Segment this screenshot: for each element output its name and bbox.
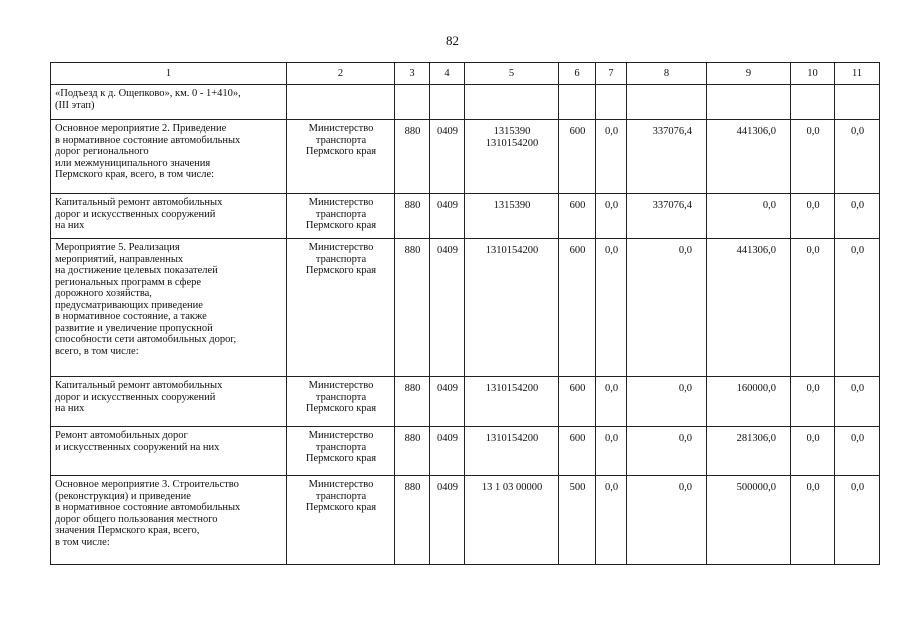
column-header: 2	[287, 63, 395, 85]
row-value-c6: 600	[559, 239, 596, 377]
row-value-c8: 0,0	[627, 239, 707, 377]
row-value-c10: 0,0	[791, 239, 835, 377]
row-responsible: Министерство транспорта Пермского края	[287, 476, 395, 565]
row-value-c5: 1310154200	[465, 239, 559, 377]
row-value-c11: 0,0	[835, 427, 880, 476]
row-value-c3: 880	[395, 120, 430, 194]
table-header-row	[51, 63, 880, 85]
row-value-c9	[707, 85, 791, 120]
row-value-c6: 600	[559, 194, 596, 239]
row-value-c4: 0409	[430, 427, 465, 476]
column-header: 9	[707, 63, 791, 85]
column-header: 7	[596, 63, 627, 85]
row-value-c9: 500000,0	[707, 476, 791, 565]
row-value-c6: 600	[559, 377, 596, 427]
row-value-c4: 0409	[430, 194, 465, 239]
row-value-c8: 337076,4	[627, 120, 707, 194]
row-value-c5: 1315390	[465, 194, 559, 239]
row-value-c10: 0,0	[791, 120, 835, 194]
budget-table	[50, 62, 880, 565]
table-row	[51, 427, 880, 476]
row-value-c4	[430, 85, 465, 120]
row-value-c9: 281306,0	[707, 427, 791, 476]
row-value-c10: 0,0	[791, 194, 835, 239]
row-value-c5: 13 1 03 00000	[465, 476, 559, 565]
row-value-c11: 0,0	[835, 377, 880, 427]
row-value-c9: 160000,0	[707, 377, 791, 427]
column-header: 5	[465, 63, 559, 85]
row-value-c7: 0,0	[596, 120, 627, 194]
row-value-c11	[835, 85, 880, 120]
row-responsible: Министерство транспорта Пермского края	[287, 194, 395, 239]
row-value-c4: 0409	[430, 239, 465, 377]
row-responsible: Министерство транспорта Пермского края	[287, 427, 395, 476]
row-value-c6: 600	[559, 120, 596, 194]
page-number: 82	[446, 33, 459, 48]
table-row	[51, 476, 880, 565]
row-value-c8: 0,0	[627, 476, 707, 565]
row-value-c7: 0,0	[596, 194, 627, 239]
row-description: Капитальный ремонт автомобильных дорог и искусственных сооружений на них	[51, 194, 287, 239]
row-value-c6: 500	[559, 476, 596, 565]
column-header: 1	[51, 63, 287, 85]
row-value-c9: 441306,0	[707, 239, 791, 377]
row-responsible: Министерство транспорта Пермского края	[287, 239, 395, 377]
row-value-c10: 0,0	[791, 427, 835, 476]
row-value-c3: 880	[395, 377, 430, 427]
row-value-c3: 880	[395, 239, 430, 377]
row-value-c4: 0409	[430, 377, 465, 427]
table-row	[51, 194, 880, 239]
row-value-c6: 600	[559, 427, 596, 476]
row-description: Мероприятие 5. Реализация мероприятий, направленных на достижение целевых показателей региональных программ в сфере дорожного хозяйства, предусматривающих приведение в нормативное состояние, а также развитие и увеличение пропускной способности сети автомобильных дорог, всего, в том числе:	[51, 239, 287, 377]
row-value-c3	[395, 85, 430, 120]
table-row	[51, 239, 880, 377]
row-value-c7: 0,0	[596, 377, 627, 427]
table-row	[51, 85, 880, 120]
row-responsible	[287, 85, 395, 120]
column-header: 8	[627, 63, 707, 85]
row-value-c7	[596, 85, 627, 120]
row-value-c7: 0,0	[596, 239, 627, 377]
row-value-c5	[465, 85, 559, 120]
row-value-c9: 441306,0	[707, 120, 791, 194]
row-value-c7: 0,0	[596, 476, 627, 565]
row-value-c3: 880	[395, 194, 430, 239]
table-row	[51, 377, 880, 427]
row-description: «Подъезд к д. Ощепково», км. 0 - 1+410», (III этап)	[51, 85, 287, 120]
row-value-c5: 1315390 1310154200	[465, 120, 559, 194]
row-value-c8: 0,0	[627, 377, 707, 427]
row-description: Капитальный ремонт автомобильных дорог и искусственных сооружений на них	[51, 377, 287, 427]
row-value-c11: 0,0	[835, 476, 880, 565]
column-header: 10	[791, 63, 835, 85]
row-value-c10	[791, 85, 835, 120]
row-value-c10: 0,0	[791, 377, 835, 427]
row-description: Ремонт автомобильных дорог и искусственных сооружений на них	[51, 427, 287, 476]
row-value-c4: 0409	[430, 476, 465, 565]
column-header: 3	[395, 63, 430, 85]
row-value-c11: 0,0	[835, 239, 880, 377]
row-responsible: Министерство транспорта Пермского края	[287, 120, 395, 194]
row-value-c3: 880	[395, 427, 430, 476]
row-value-c11: 0,0	[835, 120, 880, 194]
row-value-c5: 1310154200	[465, 377, 559, 427]
row-value-c8: 337076,4	[627, 194, 707, 239]
row-value-c11: 0,0	[835, 194, 880, 239]
table-row	[51, 120, 880, 194]
row-value-c9: 0,0	[707, 194, 791, 239]
row-value-c8	[627, 85, 707, 120]
row-value-c4: 0409	[430, 120, 465, 194]
row-description: Основное мероприятие 3. Строительство (реконструкция) и приведение в нормативное состояние автомобильных дорог общего пользования местного значения Пермского края, всего, в том числе:	[51, 476, 287, 565]
column-header: 4	[430, 63, 465, 85]
column-header: 6	[559, 63, 596, 85]
row-value-c3: 880	[395, 476, 430, 565]
column-header: 11	[835, 63, 880, 85]
row-value-c8: 0,0	[627, 427, 707, 476]
row-value-c10: 0,0	[791, 476, 835, 565]
row-description: Основное мероприятие 2. Приведение в нормативное состояние автомобильных дорог регионального или межмуниципального значения Пермского края, всего, в том числе:	[51, 120, 287, 194]
row-value-c7: 0,0	[596, 427, 627, 476]
row-value-c6	[559, 85, 596, 120]
row-responsible: Министерство транспорта Пермского края	[287, 377, 395, 427]
row-value-c5: 1310154200	[465, 427, 559, 476]
